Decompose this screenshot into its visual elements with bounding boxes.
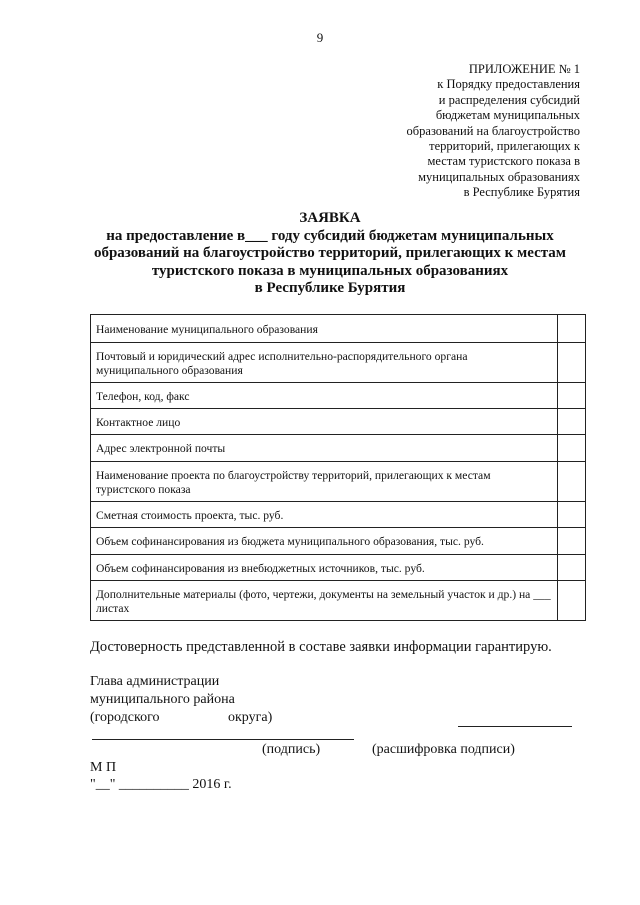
appendix-line: к Порядку предоставления (437, 77, 580, 92)
appendix-line: и распределения субсидий (438, 92, 580, 107)
appendix-line: в Республике Бурятия (463, 185, 580, 200)
application-table (90, 314, 586, 621)
title-heading: ЗАЯВКА (299, 210, 361, 226)
date-line: "__" __________ 2016 г. (90, 777, 232, 792)
page-number: 9 (316, 30, 324, 45)
row-label: Сметная стоимость проекта, тыс. руб. (91, 502, 558, 528)
title-line: туристского показа в муниципальных образованиях (151, 262, 509, 279)
row-label: Объем софинансирования из внебюджетных источников, тыс. руб. (91, 555, 558, 581)
title-line: на предоставление в___ году субсидий бюджетам муниципальных (106, 227, 554, 244)
table-row (91, 581, 586, 621)
row-label: Телефон, код, факс (91, 383, 558, 409)
appendix-note (380, 62, 580, 201)
row-value-cell[interactable] (557, 502, 585, 528)
row-label: Контактное лицо (91, 409, 558, 435)
table-row (91, 528, 586, 555)
table-row (91, 343, 586, 383)
decode-caption: (расшифровка подписи) (372, 742, 515, 757)
row-value-cell[interactable] (557, 581, 585, 621)
row-value-cell[interactable] (557, 435, 585, 462)
document-title (70, 210, 590, 298)
table-row (91, 409, 586, 435)
title-line: в Республике Бурятия (254, 280, 406, 296)
table-row (91, 555, 586, 581)
row-value-cell[interactable] (557, 462, 585, 502)
row-label: Наименование муниципального образования (91, 315, 558, 343)
appendix-line: территорий, прилегающих к (429, 139, 580, 154)
signature-field-line[interactable] (458, 726, 572, 727)
table-row (91, 435, 586, 462)
table-row (91, 383, 586, 409)
signatory-line: Глава администрации (90, 674, 220, 689)
row-value-cell[interactable] (557, 528, 585, 555)
row-value-cell[interactable] (557, 343, 585, 383)
guarantee-statement: Достоверность представленной в составе заявки информации гарантирую. (90, 639, 552, 655)
signatory-line: (городского (90, 710, 160, 725)
table-row (91, 315, 586, 343)
signature-caption: (подпись) (262, 742, 321, 757)
row-label: Дополнительные материалы (фото, чертежи, документы на земельный участок и др.) на ___ листах (91, 581, 558, 621)
appendix-line: местам туристского показа в (427, 154, 580, 169)
row-value-cell[interactable] (557, 409, 585, 435)
row-value-cell[interactable] (557, 383, 585, 409)
table-row (91, 502, 586, 528)
seal-place: М П (90, 760, 117, 775)
appendix-line: ПРИЛОЖЕНИЕ № 1 (468, 62, 580, 76)
appendix-line: муниципальных образованиях (418, 169, 580, 184)
row-label: Адрес электронной почты (91, 435, 558, 462)
signatory-line: муниципального района (90, 692, 235, 707)
appendix-line: бюджетам муниципальных (435, 108, 580, 123)
row-label: Почтовый и юридический адрес исполнительно-распорядительного органа муниципального образования (91, 343, 558, 383)
appendix-line: образований на благоустройство (406, 123, 580, 138)
signatory-line: округа) (228, 710, 273, 725)
decode-field-line[interactable] (92, 739, 354, 740)
row-label: Объем софинансирования из бюджета муниципального образования, тыс. руб. (91, 528, 558, 555)
row-value-cell[interactable] (557, 315, 585, 343)
title-line: образований на благоустройство территорий, прилегающих к местам (93, 245, 567, 261)
row-value-cell[interactable] (557, 555, 585, 581)
row-label: Наименование проекта по благоустройству территорий, прилегающих к местам туристского показа (91, 462, 558, 502)
table-row (91, 462, 586, 502)
